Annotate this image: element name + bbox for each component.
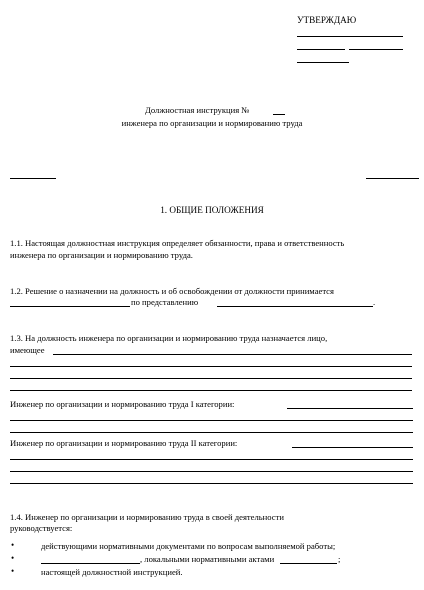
p13-blank-4 bbox=[10, 390, 412, 391]
doc-title-line2: инженера по организации и нормированию труда bbox=[121, 118, 303, 128]
doc-title-line1: Должностная инструкция № bbox=[145, 105, 250, 115]
date-line bbox=[366, 178, 419, 179]
cat2-label: Инженер по организации и нормированию труда II категории: bbox=[10, 438, 238, 448]
p13-line1: 1.3. На должность инженера по организации и нормированию труда назначается лицо, bbox=[10, 333, 328, 343]
section-title: 1. ОБЩИЕ ПОЛОЖЕНИЯ bbox=[160, 205, 264, 215]
approve-signature-line bbox=[297, 49, 345, 50]
p12-line1: 1.2. Решение о назначении на должность и об освобождении от должности принимается bbox=[10, 286, 334, 296]
p13-blank-2 bbox=[10, 366, 412, 367]
cat1-blank-2 bbox=[10, 420, 413, 421]
p14-line2: руководствуется: bbox=[10, 523, 73, 533]
approve-title: УТВЕРЖДАЮ bbox=[297, 15, 357, 25]
bullet-icon: • bbox=[11, 540, 15, 550]
cat2-blank-1 bbox=[292, 447, 413, 448]
bullet-2: , локальными нормативными актами bbox=[140, 554, 275, 564]
approve-name-line bbox=[349, 49, 403, 50]
approve-position-line bbox=[297, 36, 403, 37]
p12-period: . bbox=[373, 297, 376, 307]
cat1-label: Инженер по организации и нормированию труда I категории: bbox=[10, 399, 235, 409]
p13-blank-3 bbox=[10, 378, 412, 379]
doc-number-line bbox=[273, 114, 285, 115]
bullet-2-semicolon: ; bbox=[338, 554, 341, 564]
approve-date-line bbox=[297, 62, 349, 63]
cat2-blank-4 bbox=[10, 483, 413, 484]
p13-blank-1 bbox=[53, 354, 412, 355]
cat1-blank-1 bbox=[287, 408, 413, 409]
bullet-icon: • bbox=[11, 553, 15, 563]
p12-line2: по представлению bbox=[131, 297, 199, 307]
cat2-blank-3 bbox=[10, 471, 413, 472]
bullet-1: действующими нормативными документами по вопросам выполняемой работы; bbox=[41, 541, 336, 551]
bullet-2-blank-1 bbox=[41, 563, 140, 564]
cat2-blank-2 bbox=[10, 459, 413, 460]
p12-blank-1 bbox=[10, 306, 130, 307]
p11-line1: 1.1. Настоящая должностная инструкция определяет обязанности, права и ответственность bbox=[10, 238, 345, 248]
bullet-3: настоящей должностной инструкцией. bbox=[41, 567, 183, 577]
place-line bbox=[10, 178, 56, 179]
bullet-2-blank-2 bbox=[280, 563, 337, 564]
p11-line2: инженера по организации и нормированию труда. bbox=[10, 250, 193, 260]
p14-line1: 1.4. Инженер по организации и нормированию труда в своей деятельности bbox=[10, 512, 284, 522]
p12-blank-2 bbox=[217, 306, 373, 307]
bullet-icon: • bbox=[11, 566, 15, 576]
p13-line2: имеющее bbox=[10, 345, 45, 355]
cat1-blank-3 bbox=[10, 432, 413, 433]
